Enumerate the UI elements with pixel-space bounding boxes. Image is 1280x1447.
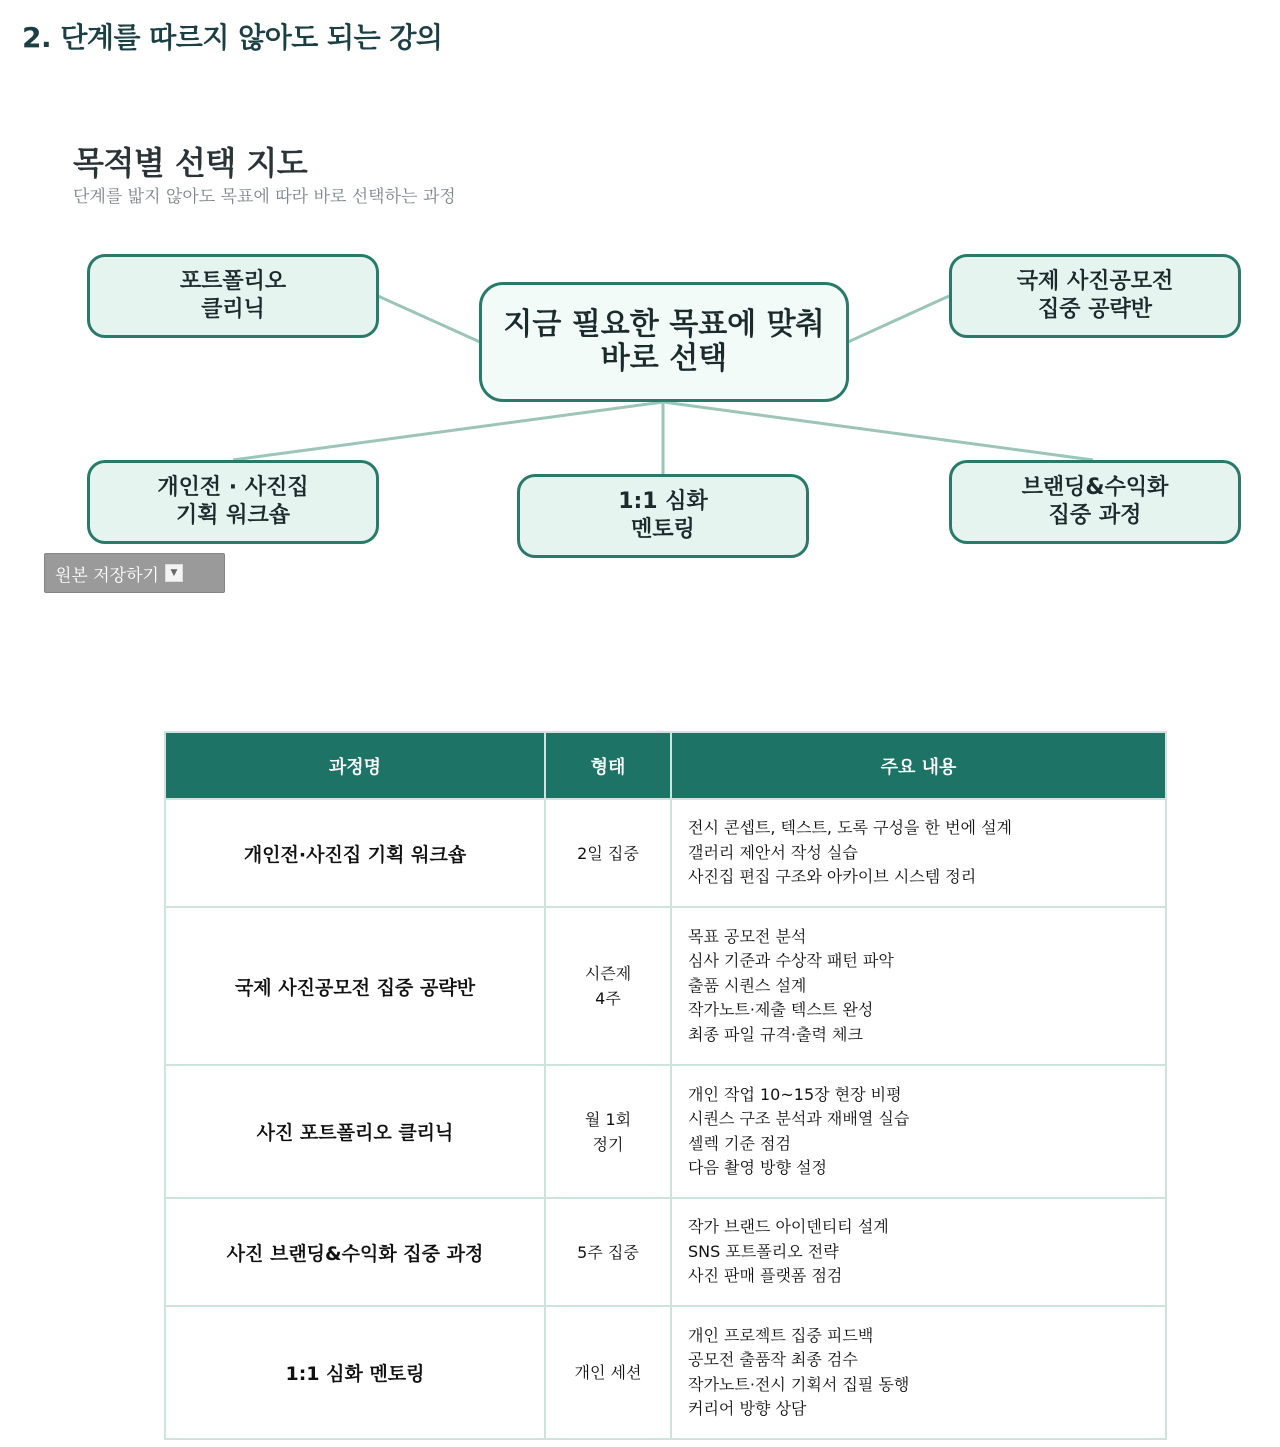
course-name: 사진 브랜딩&수익화 집중 과정 bbox=[165, 1198, 545, 1306]
table-row bbox=[165, 1306, 1166, 1439]
table-row bbox=[165, 1065, 1166, 1198]
header-format: 형태 bbox=[545, 732, 671, 799]
connector-portfolio bbox=[378, 296, 480, 342]
diagram-subtitle: 단계를 밟지 않아도 목표에 따라 바로 선택하는 과정 bbox=[73, 187, 456, 207]
content-line: 공모전 출품작 최종 검수 bbox=[688, 1350, 858, 1369]
course-name: 사진 포트폴리오 클리닉 bbox=[165, 1065, 545, 1198]
course-format: 월 1회 정기 bbox=[545, 1065, 671, 1198]
content-line: 목표 공모전 분석 bbox=[688, 926, 807, 946]
course-format: 2일 집중 bbox=[545, 799, 671, 907]
content-line: 사진집 편집 구조와 아카이브 시스템 정리 bbox=[688, 867, 977, 887]
course-content bbox=[671, 1198, 1166, 1306]
course-content bbox=[671, 799, 1166, 907]
header-course-name: 과정명 bbox=[165, 732, 545, 799]
table-header-row bbox=[165, 732, 1166, 799]
table-row bbox=[165, 1198, 1166, 1306]
course-table bbox=[164, 731, 1167, 1440]
content-line: 작가노트·제출 텍스트 완성 bbox=[688, 1000, 874, 1020]
node-center: 지금 필요한 목표에 맞춰 바로 선택 bbox=[479, 282, 849, 402]
content-line: 심사 기준과 수상작 패턴 파악 bbox=[688, 951, 894, 971]
course-content bbox=[671, 1065, 1166, 1198]
course-name: 국제 사진공모전 집중 공략반 bbox=[165, 907, 545, 1065]
diagram-title: 목적별 선택 지도 bbox=[73, 144, 308, 182]
table-row bbox=[165, 799, 1166, 907]
connector-contest bbox=[848, 296, 949, 342]
content-line: 커리어 방향 상담 bbox=[688, 1399, 807, 1418]
header-content: 주요 내용 bbox=[671, 732, 1166, 799]
node-branding-course: 브랜딩&수익화 집중 과정 bbox=[949, 460, 1241, 544]
save-original-button[interactable] bbox=[44, 553, 225, 593]
connector-exhibition bbox=[233, 402, 663, 460]
content-line: SNS 포트폴리오 전략 bbox=[688, 1241, 839, 1261]
content-line: 갤러리 제안서 작성 실습 bbox=[688, 842, 858, 862]
node-contest-course: 국제 사진공모전 집중 공략반 bbox=[949, 254, 1241, 338]
content-line: 작가노트·전시 기획서 집필 동행 bbox=[688, 1374, 910, 1394]
content-line: 셀렉 기준 점검 bbox=[688, 1133, 791, 1153]
course-format: 개인 세션 bbox=[545, 1306, 671, 1439]
content-line: 작가 브랜드 아이덴티티 설계 bbox=[688, 1217, 889, 1237]
course-name: 개인전·사진집 기획 워크숍 bbox=[165, 799, 545, 907]
connector-branding bbox=[663, 402, 1093, 460]
content-line: 다음 촬영 방향 설정 bbox=[688, 1158, 827, 1177]
section-heading: 2. 단계를 따르지 않아도 되는 강의 bbox=[22, 21, 443, 54]
content-line: 개인 작업 10~15장 현장 비평 bbox=[688, 1084, 902, 1104]
content-line: 출품 시퀀스 설계 bbox=[688, 975, 807, 995]
content-line: 개인 프로젝트 집중 피드백 bbox=[688, 1325, 874, 1345]
node-mentoring: 1:1 심화 멘토링 bbox=[517, 474, 809, 558]
save-button-label: 원본 저장하기 bbox=[55, 565, 159, 586]
table-row bbox=[165, 907, 1166, 1065]
content-line: 사진 판매 플랫폼 점검 bbox=[688, 1266, 843, 1286]
course-name: 1:1 심화 멘토링 bbox=[165, 1306, 545, 1439]
course-content bbox=[671, 1306, 1166, 1439]
content-line: 최종 파일 규격·출력 체크 bbox=[688, 1024, 863, 1044]
node-exhibition-workshop: 개인전 · 사진집 기획 워크숍 bbox=[87, 460, 379, 544]
content-line: 전시 콘셉트, 텍스트, 도록 구성을 한 번에 설계 bbox=[688, 818, 1012, 838]
chevron-down-icon[interactable]: ▼ bbox=[165, 564, 183, 582]
course-content bbox=[671, 907, 1166, 1065]
course-format: 시즌제 4주 bbox=[545, 907, 671, 1065]
course-format: 5주 집중 bbox=[545, 1198, 671, 1306]
node-portfolio-clinic: 포트폴리오 클리닉 bbox=[87, 254, 379, 338]
content-line: 시퀀스 구조 분석과 재배열 실습 bbox=[688, 1109, 910, 1128]
